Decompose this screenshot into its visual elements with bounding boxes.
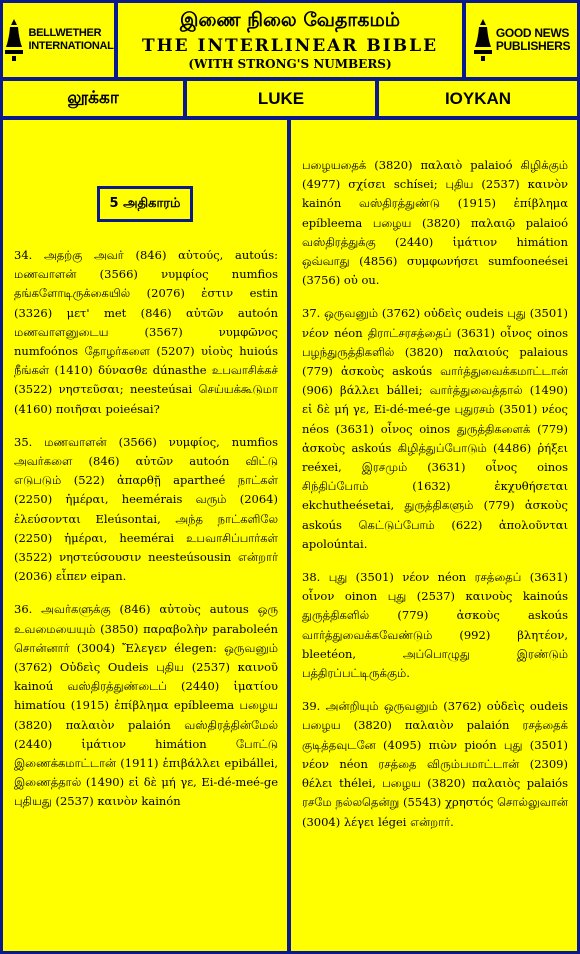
left-column: [3, 120, 287, 951]
book-name-english: [187, 81, 375, 116]
right-text: [291, 156, 577, 832]
verse-38: 38. புது (3501) νέον néon ரசத்தைப் (3631) οἶνον oinon புது (2537) καινοὺς kainoús துருத்திகளில் (779) ἀσκοὺς askoús வார்த்துவைக்கவேண்டும் (992) βλητέον, bleetéon, அப்பொழுது இரண்டும் பத்திரப்பட்டிருக்கும்.: [302, 570, 568, 681]
verse-37: 37. ஒருவனும் (3762) οὐδεὶς oudeis புது (3501) νέον néon திராட்சரசத்தைப் (3631) οἶνος oinos பழந்துருத்திகளில் (3820) παλαιούς palaious (779) ἀσκοὺς askoús வார்த்துவைக்கமாட்டான் (906) βάλλει bállei; வார்த்துவைத்தால் (1490) εἰ δὲ μή γε, Ei-dé-meé-ge புதுரசம் (3501) νέος néos (3631) οἶνος oinos துருத்திகளைக் (779) ἀσκοὺς askoús கிழித்துப்போடும் (4486) ῥήξει reéxei, இரசமும் (3631) οἶνος oinos சிந்திப்போம் (1632) ἐκχυθήσεται ekchutheésetai, துருத்திகளும் (779) ἀσκοὺς askoús கெட்டுப்போம் (622) ἀπολοῦνται apoloúntai.: [302, 306, 568, 551]
nav-greek-label: IOYKAN: [444, 88, 512, 108]
bell-icon: [473, 17, 493, 63]
chapter-label: 5 அதிகாரம்: [97, 186, 193, 222]
subtitle: (WITH STRONG'S NUMBERS): [188, 57, 392, 71]
right-column: [291, 120, 577, 951]
title-block: [118, 3, 462, 77]
verse-36-cont: பழையதைக் (3820) παλαιὸ palaioó கிழிக்கும் (4977) σχίσει schísei; புதிய (2537) καινὸν kainón வஸ்திரத்துண்டு (1915) ἐπίβλημα epíbleema பழைய (3820) παλαιῷ palaioó வஸ்திரத்துக்கு (2440) ἱμάτιον himátion ஒவ்வாது (4856) συμφωνήσει sumfooneései (3756) οὐ ou.: [302, 158, 568, 288]
verse-39: 39. அன்றியும் ஒருவனும் (3762) οὐδεὶς oudeis பழைய (3820) παλαιὸν palaión ரசத்தைக் குடித்தவுடனே (4095) πιὼν pioón புது (3501) νέον néon ரசத்தை விரும்பமாட்டான் (2309) θέλει thélei, பழைய (3820) παλαιὸς palaiós ரசமே நல்லதென்று (5543) χρηστός சொல்லுவான் (3004) λέγει légei என்றார்.: [302, 699, 568, 829]
logo-line1: GOOD NEWS: [495, 26, 570, 40]
book-name-tamil: [3, 81, 183, 116]
logo-line2: INTERNATIONAL: [28, 40, 114, 52]
verse-34: 34. அதற்கு அவர் (846) αὐτούς, autoús: மணவாளன் (3566) νυμφίος numfios தங்களோடிருக்கையில் (2076) ἐστιν estin (3326) μετ' met (846) αὐτῶν autoón மணவாளனுடைய (3567) νυμφῶνος numfoónos தோழர்களை (5207) υἱοὺς huioús நீங்கள் (1410) δύνασθε dúnasthe உபவாசிக்கச் (3522) νηστεῦσαι; neesteúsai செய்யக்கூடுமா (4160) ποιῆσαι poieésai?: [14, 248, 278, 416]
logo-line2: PUBLISHERS: [495, 39, 571, 53]
book-name-greek: [379, 81, 577, 116]
bellwether-logo: [3, 3, 114, 77]
title-tamil: இணை நிலை வேதாகமம்: [179, 9, 401, 31]
nav-english-label: LUKE: [257, 88, 305, 108]
nav-tamil-label: லூக்கா: [67, 87, 119, 108]
bell-icon: [3, 17, 25, 63]
verse-36: 36. அவர்களுக்கு (846) αὐτοὺς autous ஒரு உவமையையும் (3850) παραβολὴν parabolеén சொன்னார் (3004) Ἔλεγεν élegen: ஒருவனும் (3762) Οὐδεὶς Oudeis புதிய (2537) καινοῦ kainoú வஸ்திரத்துண்டைப் (2440) ἱματίου himatíou (1915) ἐπίβλημα epíbleema பழைய (3820) παλαιὸν palaión வஸ்திரத்தின்மேல் (2440) ἱμάτιον himátion போட்டு இணைக்கமாட்டான் (1911) ἐπιβάλλει epibállei, இணைத்தால் (1490) εἰ δὲ μή γε, Ei-dé-meé-ge புதியது (2537) καινὸν kainón: [14, 602, 278, 809]
left-text: [3, 246, 287, 812]
good-news-logo: [466, 3, 577, 77]
logo-line1: BELLWETHER: [28, 27, 102, 39]
verse-35: 35. மணவாளன் (3566) νυμφίος, numfios அவர்களை (846) αὐτῶν autoón விட்டு எடுபடும் (522) ἀπαρθῇ apartheé நாட்கள் (2250) ἡμέραι, heemérais வரும் (2064) ἐλεύσονται Eleúsontai, அந்த நாட்களிலே (2250) ἡμέραι, heemérai உபவாசிப்பார்கள் (3522) νηστεύσουσιν neesteúsousin என்றார் (2036) εἶπεν eipan.: [14, 434, 278, 584]
title-english: THE INTERLINEAR BIBLE: [141, 36, 439, 56]
